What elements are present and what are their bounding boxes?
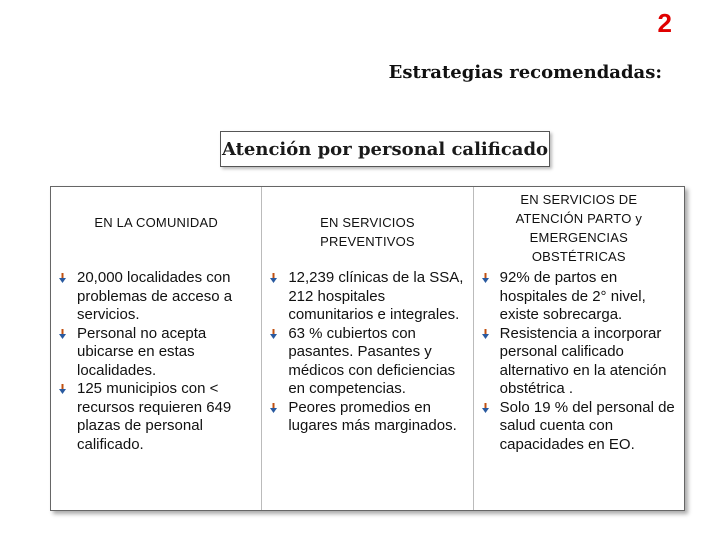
column-body	[474, 269, 684, 454]
list-item	[474, 325, 678, 399]
list-item	[262, 399, 466, 436]
list-item-text: 20,000 localidades con problemas de acceso a servicios.	[77, 269, 233, 323]
column-preventivos	[261, 187, 472, 510]
arrow-bullet-icon	[270, 329, 277, 339]
list-item	[262, 269, 466, 325]
list-item	[51, 325, 255, 381]
subtitle: Estrategias recomendadas:	[388, 62, 662, 83]
column-body	[51, 269, 261, 454]
title-text: Atención por personal calificado	[221, 138, 549, 160]
list-item-text: Solo 19 % del personal de salud cuenta con capacidades en EO.	[499, 398, 675, 453]
arrow-bullet-icon	[59, 329, 66, 339]
arrow-bullet-icon	[482, 403, 489, 413]
column-parto-emergencias	[473, 187, 684, 510]
list-item-text: 12,239 clínicas de la SSA, 212 hospitales comunitarios e integrales.	[288, 269, 464, 323]
list-item	[474, 399, 678, 455]
strategies-table	[50, 186, 685, 511]
arrow-bullet-icon	[270, 273, 277, 283]
arrow-bullet-icon	[482, 273, 489, 283]
arrow-bullet-icon	[270, 403, 277, 413]
column-header-text: EN LA COMUNIDAD	[94, 214, 218, 230]
list-item-text: Resistencia a incorporar personal calificado alternativo en la atención obstétrica .	[499, 324, 667, 397]
column-header-text: EN SERVICIOS PREVENTIVOS	[320, 215, 415, 249]
column-body	[262, 269, 472, 436]
column-header-text: EN SERVICIOS DE ATENCIÓN PARTO y EMERGENCIAS OBSTÉTRICAS	[515, 192, 643, 264]
list-item-text: Personal no acepta ubicarse en estas localidades.	[77, 324, 207, 379]
arrow-bullet-icon	[59, 384, 66, 394]
list-item-text: 125 municipios con < recursos requieren 649 plazas de personal calificado.	[77, 380, 232, 453]
list-item	[474, 269, 678, 325]
list-item	[51, 380, 255, 454]
arrow-bullet-icon	[59, 273, 66, 283]
list-item	[262, 325, 466, 399]
list-item-text: 63 % cubiertos con pasantes. Pasantes y médicos con deficiencias en competencias.	[288, 324, 456, 397]
list-item	[51, 269, 255, 325]
title-box	[220, 131, 550, 167]
column-header	[262, 187, 472, 269]
column-header	[474, 187, 684, 269]
column-comunidad	[51, 187, 261, 510]
arrow-bullet-icon	[482, 329, 489, 339]
list-item-text: Peores promedios en lugares más marginados.	[288, 398, 457, 434]
list-item-text: 92% de partos en hospitales de 2° nivel, existe sobrecarga.	[499, 269, 646, 323]
slide-number: 2	[657, 8, 672, 38]
column-header	[51, 187, 261, 269]
